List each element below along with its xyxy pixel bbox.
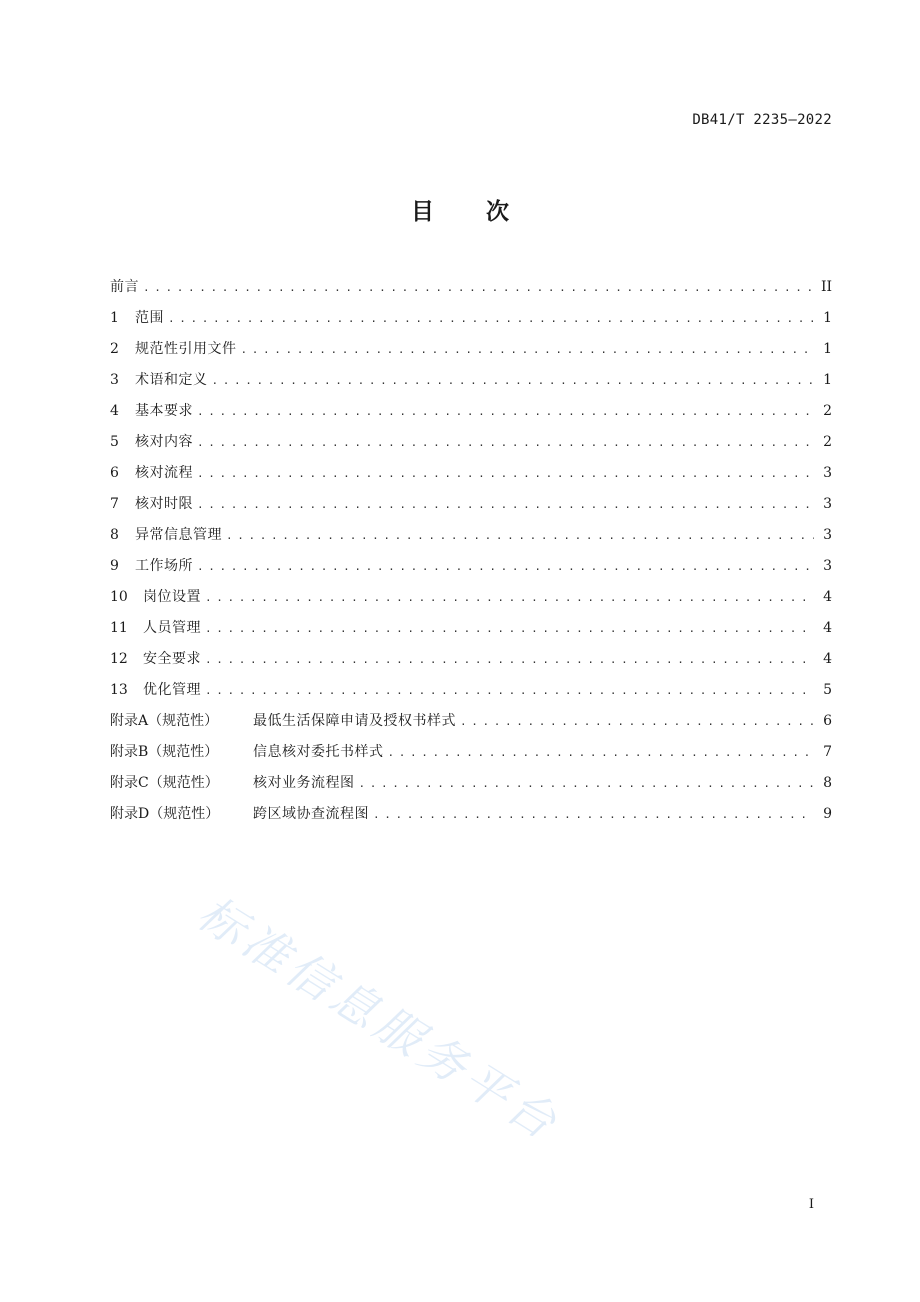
toc-entry-page: 3 — [823, 496, 832, 512]
toc-leader-dots — [197, 405, 814, 418]
watermark: 标准信息服务平台 — [188, 885, 571, 1152]
toc-entry-page: 3 — [823, 558, 832, 574]
toc-entry-page: 7 — [823, 744, 832, 760]
toc-leader-dots — [205, 591, 814, 604]
toc-entry-page: 9 — [823, 806, 832, 822]
toc-entry-10[interactable] — [110, 586, 832, 617]
toc-leader-dots — [373, 808, 814, 821]
toc-entry-label: 核对内容 — [135, 434, 193, 450]
toc-entry-page: II — [820, 279, 832, 295]
toc-entry-foreword[interactable] — [110, 276, 832, 307]
toc-entry-page: 5 — [823, 682, 832, 698]
toc-entry-label: 岗位设置 — [143, 589, 201, 605]
toc-leader-dots — [460, 715, 814, 728]
toc-entry-label: 工作场所 — [135, 558, 193, 574]
toc-title: 目次 — [411, 199, 561, 225]
toc-leader-dots — [143, 281, 814, 294]
toc-leader-dots — [241, 343, 815, 356]
toc-leader-dots — [388, 746, 815, 759]
toc-leader-dots — [226, 529, 814, 542]
toc-leader-dots — [197, 436, 814, 449]
toc-entry-3[interactable] — [110, 369, 832, 400]
toc-entry-page: 2 — [823, 403, 832, 419]
toc-entry-appendix-c[interactable] — [110, 772, 832, 803]
toc-entry-number: 6 — [110, 465, 119, 481]
toc-entry-number: 12 — [110, 651, 128, 667]
toc-entry-number: 13 — [110, 682, 128, 698]
toc-entry-number: 8 — [110, 527, 119, 543]
toc-entry-11[interactable] — [110, 617, 832, 648]
toc-leader-dots — [168, 312, 814, 325]
toc-entry-label: 核对业务流程图 — [253, 775, 355, 791]
toc-leader-dots — [197, 560, 814, 573]
toc-leader-dots — [359, 777, 815, 790]
toc-entry-5[interactable] — [110, 431, 832, 462]
toc-entry-label: 核对流程 — [135, 465, 193, 481]
document-code: DB41/T 2235—2022 — [692, 112, 832, 128]
toc-entry-number: 10 — [110, 589, 128, 605]
toc-leader-dots — [205, 622, 814, 635]
toc-leader-dots — [197, 467, 814, 480]
toc-entry-number: 11 — [110, 620, 128, 636]
page-number: I — [808, 1197, 814, 1212]
toc-entry-6[interactable] — [110, 462, 832, 493]
toc-entry-4[interactable] — [110, 400, 832, 431]
toc-entry-appendix-d[interactable] — [110, 803, 832, 834]
toc-entry-number: 附录D（规范性） — [110, 806, 220, 822]
toc-entry-page: 1 — [823, 310, 832, 326]
toc-entry-label: 异常信息管理 — [135, 527, 222, 543]
toc-entry-page: 1 — [823, 341, 832, 357]
toc-entry-9[interactable] — [110, 555, 832, 586]
toc-entry-page: 4 — [823, 589, 832, 605]
toc-entry-page: 3 — [823, 527, 832, 543]
toc-leader-dots — [205, 684, 814, 697]
toc-entry-7[interactable] — [110, 493, 832, 524]
toc-entry-page: 4 — [823, 620, 832, 636]
toc-entry-page: 2 — [823, 434, 832, 450]
toc-entry-label: 最低生活保障申请及授权书样式 — [253, 713, 456, 729]
toc-leader-dots — [197, 498, 814, 511]
toc-entry-label: 核对时限 — [135, 496, 193, 512]
table-of-contents — [110, 276, 832, 834]
toc-entry-label: 跨区域协查流程图 — [253, 806, 369, 822]
toc-entry-label: 规范性引用文件 — [135, 341, 237, 357]
toc-entry-label: 安全要求 — [143, 651, 201, 667]
toc-entry-8[interactable] — [110, 524, 832, 555]
toc-entry-page: 3 — [823, 465, 832, 481]
toc-entry-number: 附录B（规范性） — [110, 744, 219, 760]
toc-entry-13[interactable] — [110, 679, 832, 710]
toc-entry-page: 4 — [823, 651, 832, 667]
toc-entry-1[interactable] — [110, 307, 832, 338]
toc-entry-number: 4 — [110, 403, 119, 419]
toc-entry-number: 5 — [110, 434, 119, 450]
toc-entry-2[interactable] — [110, 338, 832, 369]
toc-entry-label: 优化管理 — [143, 682, 201, 698]
toc-entry-number: 附录C（规范性） — [110, 775, 219, 791]
toc-entry-number: 附录A（规范性） — [110, 713, 219, 729]
toc-entry-page: 1 — [823, 372, 832, 388]
toc-entry-appendix-a[interactable] — [110, 710, 832, 741]
toc-entry-label: 前言 — [110, 279, 139, 295]
toc-entry-page: 8 — [823, 775, 832, 791]
toc-entry-number: 2 — [110, 341, 119, 357]
toc-entry-number: 7 — [110, 496, 119, 512]
toc-entry-label: 人员管理 — [143, 620, 201, 636]
toc-leader-dots — [205, 653, 814, 666]
toc-entry-label: 基本要求 — [135, 403, 193, 419]
toc-entry-number: 3 — [110, 372, 119, 388]
toc-entry-number: 1 — [110, 310, 119, 326]
toc-leader-dots — [212, 374, 815, 387]
toc-entry-12[interactable] — [110, 648, 832, 679]
toc-entry-page: 6 — [823, 713, 832, 729]
toc-entry-appendix-b[interactable] — [110, 741, 832, 772]
toc-entry-label: 信息核对委托书样式 — [253, 744, 384, 760]
toc-entry-label: 术语和定义 — [135, 372, 208, 388]
toc-entry-number: 9 — [110, 558, 119, 574]
toc-entry-label: 范围 — [135, 310, 164, 326]
